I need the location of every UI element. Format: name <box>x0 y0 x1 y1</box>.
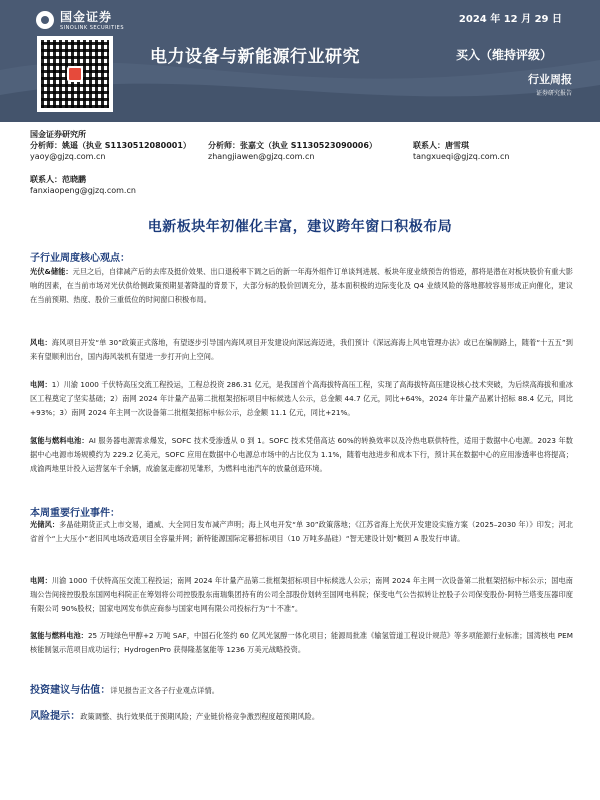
report-type: 行业周报 <box>528 73 572 86</box>
section-heading-core-views: 子行业周度核心观点： <box>30 253 130 264</box>
logo-en: SINOLINK SECURITIES <box>60 25 124 31</box>
paragraph-events-hydrogen <box>30 629 573 657</box>
report-header <box>0 0 600 122</box>
section-heading-events: 本周重要行业事件： <box>30 508 120 519</box>
paragraph-grid <box>30 378 573 421</box>
contact-email[interactable]: tangxueqi@gjzq.com.cn <box>413 152 510 161</box>
paragraph-lead: 氢能与燃料电池： <box>30 631 88 640</box>
report-date: 2024 年 12 月 29 日 <box>458 14 562 25</box>
paragraph-events-solar-wind <box>30 518 573 546</box>
paragraph-body: 1）川渝 1000 千伏特高压交流工程投运，工程总投资 286.31 亿元，是我国首个高海拔特高压工程，实现了高海拔特高压建设核心技术突破，为后续高海拔和重冰区工程奠定了坚实基础；2）南网 2024 年计量产品第二批框架招标项目中标候选人公示，总金额 44.7 亿元，同比+64%，2024 年计量产品累计招标 88.4 亿元，同比+93%；3）南网 2024 年主网一次设备第二批框架招标中标公示，总金额 11.1 亿元，同比+21%。 <box>30 380 574 418</box>
contact-name: 联系人：范晓鹏 <box>30 175 86 184</box>
investment-advice <box>30 684 573 698</box>
paragraph-body: 25 万吨绿色甲醇+2 万吨 SAF，中国石化签约 60 亿风光氢醇一体化项目；能源局批准《输氢管道工程设计规范》等多项能源行业标准；国湾核电 PEM 核能制氢示范项目成功运行；HydrogenPro 获得隆基氢能等 1236 万美元战略投资。 <box>30 631 573 655</box>
institute-name: 国金证券研究所 <box>30 130 86 139</box>
paragraph-body: AI 服务器电源需求爆发，SOFC 技术受渗透从 0 到 1。SOFC 技术凭借高达 60%的转换效率以及冷热电联供特性，适用于数据中心电源。2023 年数据中心电源市场规模约为 229.2 亿美元，SOFC 应用在数据中心电源总市场中的占比仅为 1.1%，随着电池进步和成本下行，预计其在数据中心的应用渗透率也将提高；成渝两地里计投入运营氢车千余辆，成渝氢走廊初见雏形，为燃料电池汽车的放量创造环境。 <box>30 436 573 474</box>
paragraph-lead: 风电： <box>30 338 52 347</box>
paragraph-hydrogen <box>30 434 573 477</box>
industry-title: 电力设备与新能源行业研究 <box>150 47 360 67</box>
risk-body: 政策调整、执行效果低于预期风险；产业链价格竞争激烈程度超预期风险。 <box>80 712 320 721</box>
logo-mark-icon <box>36 11 54 29</box>
paragraph-lead: 光伏&储能： <box>30 267 73 276</box>
report-subtitle: 证券研究报告 <box>535 90 572 97</box>
investment-body: 详见报告正文各子行业观点详情。 <box>110 686 219 695</box>
paragraph-wind <box>30 336 573 364</box>
company-logo <box>36 8 124 31</box>
paragraph-body: 多晶硅期货正式上市交易，通威、大全同日发布减产声明；海上风电开发“单 30”政策落地；《江苏省海上光伏开发建设实施方案（2025–2030 年）》印发；河北省首个“上大压小”老旧风电场改造项目全容量并网；新特能源国际定幕招标项目（10 万吨多晶硅）“智无建设计划”概回 A 股发行申请。 <box>30 520 574 544</box>
qr-code-icon <box>37 36 113 112</box>
main-title: 电新板块年初催化丰富，建议跨年窗口积极布局 <box>147 219 453 235</box>
analyst-email[interactable]: zhangjiawen@gjzq.com.cn <box>208 152 315 161</box>
paragraph-pv-storage <box>30 265 573 308</box>
analyst-name: 分析师：姚遥（执业 S1130512080001） <box>30 141 191 150</box>
paragraph-lead: 光储风： <box>30 520 60 529</box>
paragraph-body: 元旦之后，自律减产后的去库及挺价效果、出口退税率下调之后的新一年海外组件订单谈判进展、板块年度业绩预告的悟迹，都将是潜在对板块股价有重大影响的因素，在当前市场对光伏供给侧政策预期显著降温的背景下，大部分标的股价回调充分，基本面积极的边际变化及 Q4 业绩风险的落地都较容易形成正向催化，建议在当前预期、热度、股价三重低位的时间窗口积极布局。 <box>30 267 573 305</box>
analyst-name: 分析师：张嘉文（执业 S1130523090006） <box>208 141 377 150</box>
paragraph-body: 川渝 1000 千伏特高压交流工程投运；南网 2024 年计量产品第二批框架招标项目中标候选人公示；南网 2024 年主网一次设备第二批框架招标中标公示；国电南瑞公告间接控股股东国网电科院正在筹划将公司控股股东南瑞集团持有的公司全部股份划转至国网电科院；保变电气公告拟转让控股子公司保变股份-阿特兰塔变压器印度有限公司 90%股权；国家电网发布供应商参与国家电网有限公司投标行为“十不准”。 <box>30 576 574 614</box>
risk-warning <box>30 710 573 724</box>
section-heading-investment: 投资建议与估值： <box>30 685 111 696</box>
analyst-block <box>30 129 575 196</box>
section-heading-risk: 风险提示： <box>30 711 81 722</box>
paragraph-events-grid <box>30 574 573 617</box>
paragraph-lead: 氢能与燃料电池： <box>30 436 89 445</box>
logo-cn: 国金证券 <box>60 10 113 24</box>
paragraph-lead: 电网： <box>30 380 52 389</box>
paragraph-body: 海风项目开发“单 30”政策正式落地，有望逐步引导国内海风项目开发建设向深远海迈进，我们预计《深远海海上风电管理办法》或已在编制路上，随着“十五五”到来有望顺利出台，国内海风装机有望进一步打开向上空间。 <box>30 338 573 362</box>
contact-email[interactable]: fanxiaopeng@gjzq.com.cn <box>30 186 136 195</box>
analyst-email[interactable]: yaoy@gjzq.com.cn <box>30 152 106 161</box>
contact-name: 联系人：唐雪琪 <box>413 141 469 150</box>
rating-badge: 买入（维持评级） <box>455 48 552 62</box>
paragraph-lead: 电网： <box>30 576 52 585</box>
